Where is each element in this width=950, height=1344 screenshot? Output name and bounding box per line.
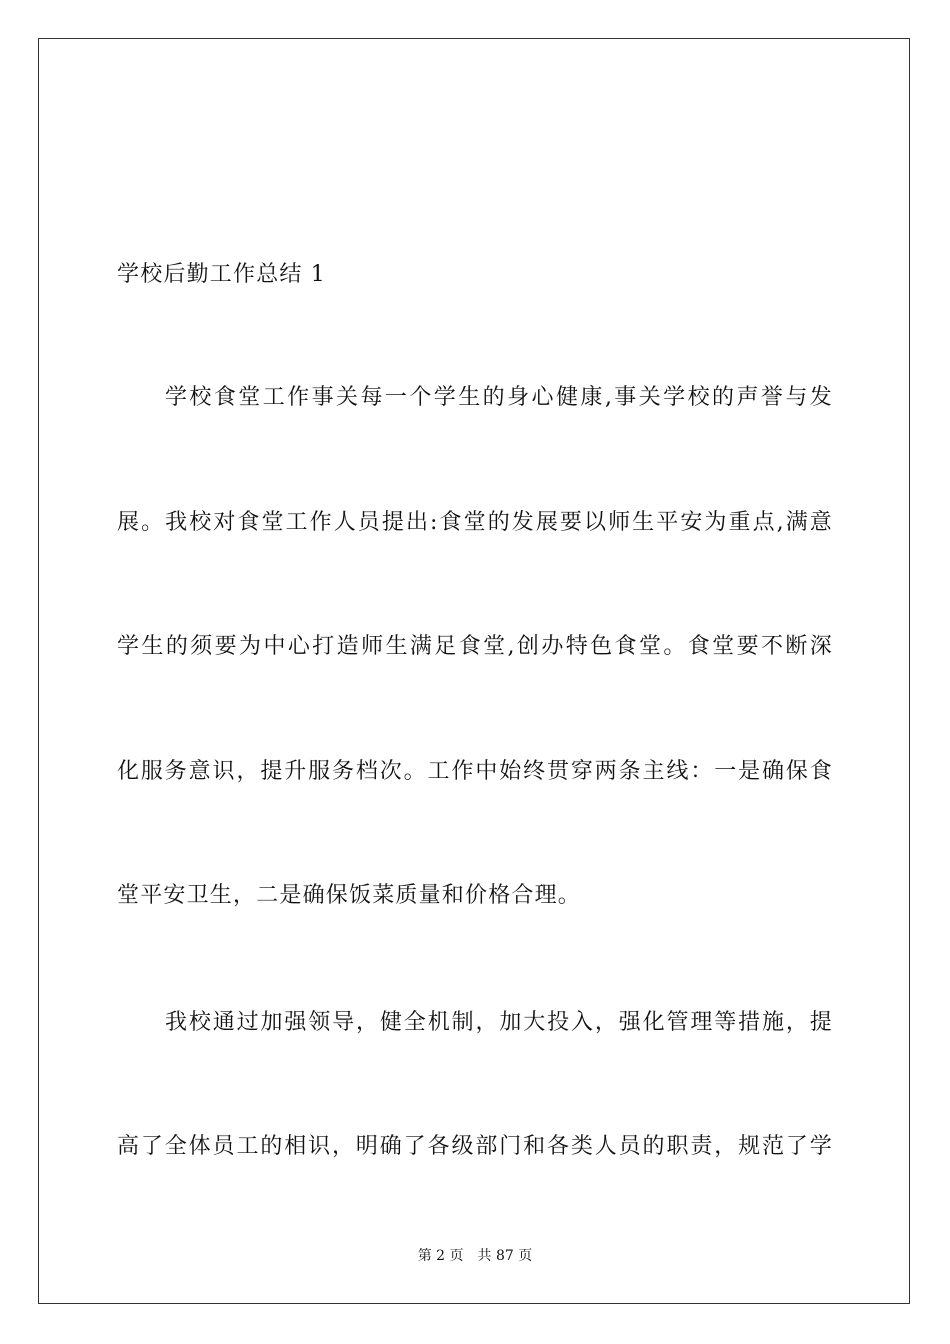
page-border <box>38 38 910 1304</box>
page-footer <box>0 1246 950 1266</box>
paragraph-line: 展。我校对食堂工作人员提出:食堂的发展要以师生平安为重点,满意 <box>117 510 833 535</box>
paragraph-line: 学校食堂工作事关每一个学生的身心健康,事关学校的声誉与发 <box>165 385 833 410</box>
paragraph-line: 学生的须要为中心打造师生满足食堂,创办特色食堂。食堂要不断深 <box>117 634 833 659</box>
paragraph-line: 化服务意识，提升服务档次。工作中始终贯穿两条主线：一是确保食 <box>117 759 833 784</box>
total-pages: 共 87 页 <box>477 1248 533 1264</box>
paragraph-line: 堂平安卫生，二是确保饭菜质量和价格合理。 <box>117 883 582 908</box>
document-title: 学校后勤工作总结 1 <box>117 262 326 287</box>
paragraph-line: 我校通过加强领导，健全机制，加大投入，强化管理等措施，提 <box>165 1010 833 1035</box>
paragraph-line: 高了全体员工的相识，明确了各级部门和各类人员的职责，规范了学 <box>117 1134 833 1159</box>
page-number: 第 2 页 <box>417 1248 464 1264</box>
